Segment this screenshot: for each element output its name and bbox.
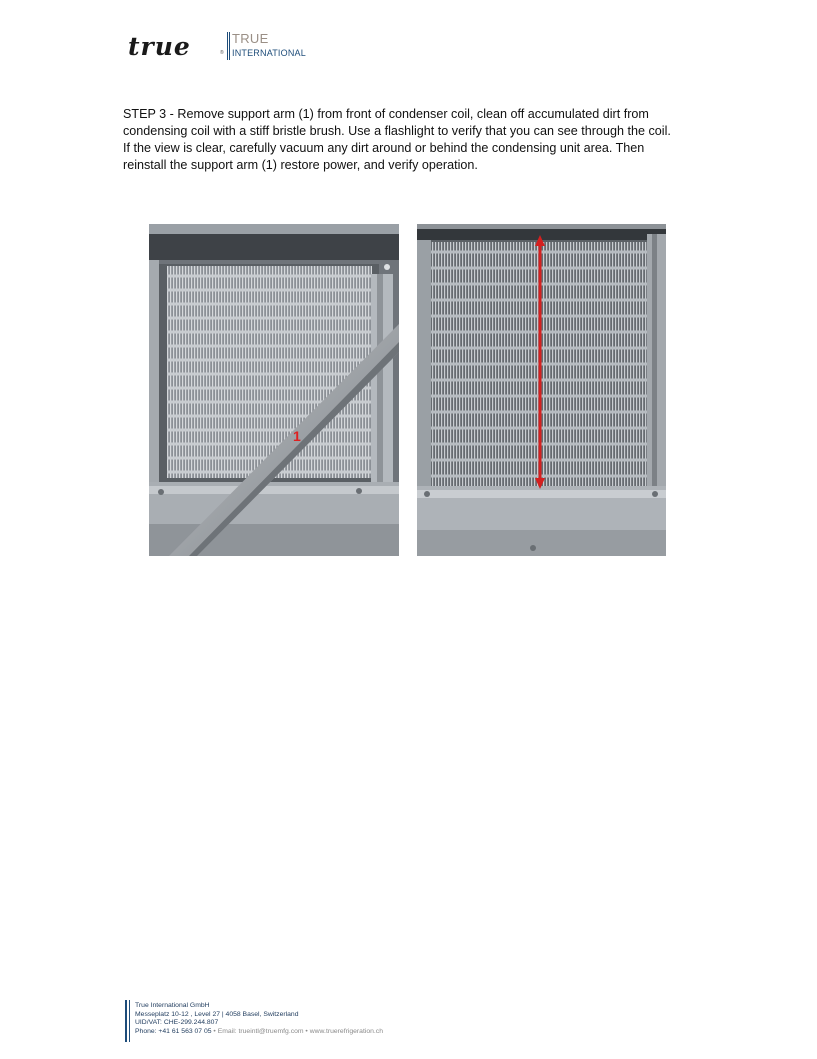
footer-divider-2: [129, 1000, 130, 1042]
logo-divider: [227, 32, 228, 60]
step-line: condensing coil with a stiff bristle brush. Use a flashlight to verify that you can see through the coil.: [123, 124, 671, 138]
step-line: If the view is clear, carefully vacuum any dirt around or behind the condensing unit area. Then: [123, 141, 645, 155]
true-script-logo: true: [128, 32, 191, 61]
step-line: STEP 3 - Remove support arm (1) from front of condenser coil, clean off accumulated dirt from: [123, 107, 649, 121]
footer-address: Messeplatz 10-12 , Level 27 | 4058 Basel, Switzerland: [135, 1010, 299, 1018]
logo-sub-text: INTERNATIONAL: [232, 48, 306, 58]
footer-divider: [125, 1000, 127, 1042]
registered-mark: ®: [220, 50, 224, 56]
footer-phone-line: [135, 1028, 383, 1037]
photo-support-arm: [149, 224, 399, 556]
footer-phone: Phone: +41 61 563 07 05: [135, 1028, 212, 1036]
footer-vat: UID/VAT: CHE-299.244.807: [135, 1019, 219, 1027]
callout-number-1: 1: [293, 428, 301, 444]
step-line: reinstall the support arm (1) restore power, and verify operation.: [123, 158, 478, 172]
step-3-instructions: [123, 106, 713, 174]
footer-company: True International GmbH: [135, 1002, 210, 1009]
footer-email-web: • Email: trueintl@truemfg.com • www.truerefrigeration.ch: [211, 1028, 383, 1036]
photo-clean-coil: [417, 224, 666, 556]
logo-brand-text: TRUE: [232, 31, 269, 46]
logo-divider-2: [229, 32, 230, 60]
